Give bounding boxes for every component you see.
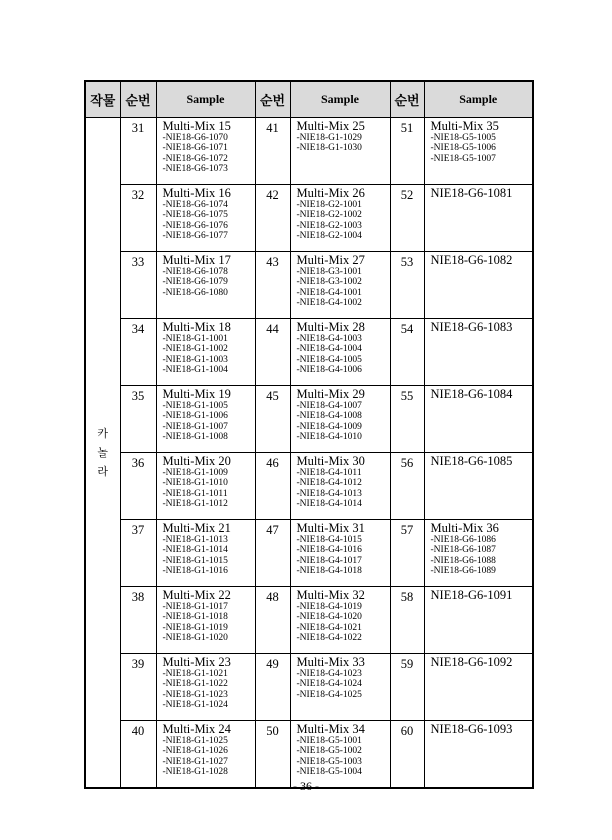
sample-title: Multi-Mix 33 — [296, 655, 365, 669]
sample-id: -NIE18-G6-1078 — [162, 267, 228, 277]
sample-title: Multi-Mix 27 — [296, 253, 365, 267]
sample-title: Multi-Mix 32 — [296, 588, 365, 602]
sample-title: NIE18-G6-1093 — [430, 722, 513, 736]
sample-cell — [156, 252, 255, 319]
sample-id: -NIE18-G6-1077 — [162, 230, 228, 241]
row-number: 32 — [120, 185, 156, 252]
sample-cell — [156, 118, 255, 185]
sample-title: NIE18-G6-1083 — [430, 320, 513, 334]
sample-id: -NIE18-G4-1018 — [296, 565, 362, 576]
sample-title: Multi-Mix 25 — [296, 119, 365, 133]
sample-title: Multi-Mix 26 — [296, 186, 365, 200]
sample-id: -NIE18-G1-1014 — [162, 545, 228, 556]
sample-cell — [424, 386, 533, 453]
sample-id: -NIE18-G1-1003 — [162, 354, 228, 365]
sample-id: -NIE18-G4-1008 — [296, 411, 362, 422]
sample-id: -NIE18-G4-1011 — [296, 468, 362, 478]
sample-cell — [290, 520, 390, 587]
sample-id: -NIE18-G6-1076 — [162, 220, 228, 231]
row-number: 51 — [390, 118, 424, 185]
sample-id: -NIE18-G1-1007 — [162, 421, 228, 432]
row-number: 46 — [255, 453, 290, 520]
sample-id: -NIE18-G5-1004 — [296, 766, 362, 777]
sample-id: -NIE18-G1-1001 — [162, 334, 228, 344]
row-number: 42 — [255, 185, 290, 252]
row-number: 41 — [255, 118, 290, 185]
sample-id: -NIE18-G4-1020 — [296, 612, 362, 623]
sample-id: -NIE18-G4-1019 — [296, 602, 362, 612]
row-number: 52 — [390, 185, 424, 252]
page-number: - 36 - — [293, 779, 319, 793]
sample-id: -NIE18-G1-1029 — [296, 133, 362, 143]
sample-title: Multi-Mix 18 — [162, 320, 231, 334]
sample-id: -NIE18-G1-1005 — [162, 401, 228, 411]
sample-cell — [156, 654, 255, 721]
sample-cell — [290, 453, 390, 520]
sample-title: Multi-Mix 19 — [162, 387, 231, 401]
sample-id: -NIE18-G1-1009 — [162, 468, 228, 478]
sample-cell — [290, 721, 390, 789]
sample-cell — [424, 654, 533, 721]
sample-id: -NIE18-G1-1027 — [162, 756, 228, 767]
row-number: 54 — [390, 319, 424, 386]
row-number: 60 — [390, 721, 424, 789]
sample-id: -NIE18-G6-1087 — [430, 545, 496, 556]
sample-id: -NIE18-G6-1086 — [430, 535, 496, 545]
row-number: 59 — [390, 654, 424, 721]
sample-title: NIE18-G6-1084 — [430, 387, 513, 401]
header-crop: 작물 — [85, 81, 120, 118]
sample-title: Multi-Mix 30 — [296, 454, 365, 468]
sample-id: -NIE18-G1-1012 — [162, 498, 228, 509]
sample-cell — [156, 520, 255, 587]
row-number: 38 — [120, 587, 156, 654]
sample-id: -NIE18-G5-1006 — [430, 143, 496, 154]
sample-cell — [424, 453, 533, 520]
sample-id: -NIE18-G4-1022 — [296, 632, 362, 643]
sample-id: -NIE18-G6-1088 — [430, 555, 496, 566]
sample-cell — [290, 185, 390, 252]
table-row — [85, 118, 533, 185]
sample-id: -NIE18-G1-1022 — [162, 679, 228, 690]
sample-id: -NIE18-G1-1016 — [162, 565, 228, 576]
sample-cell — [424, 587, 533, 654]
row-number: 56 — [390, 453, 424, 520]
row-number: 44 — [255, 319, 290, 386]
sample-id: -NIE18-G1-1019 — [162, 622, 228, 633]
sample-cell — [424, 118, 533, 185]
sample-cell — [290, 386, 390, 453]
sample-id: -NIE18-G4-1001 — [296, 287, 362, 298]
sample-table — [84, 80, 534, 789]
sample-id: -NIE18-G1-1017 — [162, 602, 228, 612]
crop-cell — [85, 118, 120, 789]
header-sample: Sample — [156, 81, 255, 118]
sample-id: -NIE18-G6-1075 — [162, 210, 228, 221]
sample-title: NIE18-G6-1085 — [430, 454, 513, 468]
sample-cell — [290, 587, 390, 654]
sample-cell — [424, 319, 533, 386]
sample-id: -NIE18-G1-1028 — [162, 766, 228, 777]
sample-id: -NIE18-G2-1002 — [296, 210, 362, 221]
sample-cell — [156, 453, 255, 520]
sample-title: NIE18-G6-1091 — [430, 588, 513, 602]
header-sample: Sample — [290, 81, 390, 118]
row-number: 34 — [120, 319, 156, 386]
sample-title: NIE18-G6-1081 — [430, 186, 513, 200]
sample-id: -NIE18-G2-1003 — [296, 220, 362, 231]
sample-id: -NIE18-G4-1016 — [296, 545, 362, 556]
sample-cell — [290, 118, 390, 185]
sample-id: -NIE18-G1-1002 — [162, 344, 228, 355]
sample-id: -NIE18-G6-1072 — [162, 153, 228, 164]
sample-title: Multi-Mix 36 — [430, 521, 499, 535]
table-row — [85, 386, 533, 453]
sample-id: -NIE18-G1-1011 — [162, 488, 228, 499]
sample-cell — [156, 185, 255, 252]
sample-id: -NIE18-G1-1015 — [162, 555, 228, 566]
sample-cell — [156, 721, 255, 789]
sample-title: Multi-Mix 23 — [162, 655, 231, 669]
sample-id: -NIE18-G4-1013 — [296, 488, 362, 499]
sample-id: -NIE18-G4-1010 — [296, 431, 362, 442]
row-number: 39 — [120, 654, 156, 721]
sample-title: Multi-Mix 22 — [162, 588, 231, 602]
sample-id: -NIE18-G5-1001 — [296, 736, 362, 746]
sample-title: Multi-Mix 15 — [162, 119, 231, 133]
sample-id: -NIE18-G1-1025 — [162, 736, 228, 746]
sample-id: -NIE18-G4-1003 — [296, 334, 362, 344]
crop-char: 놀 — [97, 446, 109, 459]
sample-id: -NIE18-G6-1089 — [430, 565, 496, 576]
row-number: 49 — [255, 654, 290, 721]
sample-title: Multi-Mix 34 — [296, 722, 365, 736]
sample-title: Multi-Mix 16 — [162, 186, 231, 200]
table-row — [85, 453, 533, 520]
sample-cell — [424, 721, 533, 789]
row-number: 48 — [255, 587, 290, 654]
sample-id: -NIE18-G1-1008 — [162, 431, 228, 442]
table-row — [85, 721, 533, 789]
sample-id: -NIE18-G6-1073 — [162, 163, 228, 174]
row-number: 36 — [120, 453, 156, 520]
sample-id: -NIE18-G4-1009 — [296, 421, 362, 432]
sample-id: -NIE18-G4-1002 — [296, 297, 362, 308]
sample-title: Multi-Mix 35 — [430, 119, 499, 133]
sample-id: -NIE18-G3-1001 — [296, 267, 362, 277]
sample-id: -NIE18-G6-1071 — [162, 143, 228, 154]
row-number: 31 — [120, 118, 156, 185]
sample-id: -NIE18-G4-1006 — [296, 364, 362, 375]
sample-cell — [424, 185, 533, 252]
sample-id: -NIE18-G1-1030 — [296, 143, 362, 154]
sample-id: -NIE18-G5-1002 — [296, 746, 362, 757]
sample-title: Multi-Mix 31 — [296, 521, 365, 535]
sample-cell — [290, 319, 390, 386]
crop-char: 카 — [97, 427, 109, 440]
sample-title: Multi-Mix 28 — [296, 320, 365, 334]
sample-id: -NIE18-G4-1017 — [296, 555, 362, 566]
sample-id: -NIE18-G6-1070 — [162, 133, 228, 143]
sample-id: -NIE18-G4-1015 — [296, 535, 362, 545]
table-row — [85, 319, 533, 386]
table-row — [85, 654, 533, 721]
row-number: 47 — [255, 520, 290, 587]
row-number: 58 — [390, 587, 424, 654]
sample-cell — [424, 520, 533, 587]
sample-id: -NIE18-G5-1007 — [430, 153, 496, 164]
sample-id: -NIE18-G2-1001 — [296, 200, 362, 210]
row-number: 40 — [120, 721, 156, 789]
row-number: 45 — [255, 386, 290, 453]
row-number: 50 — [255, 721, 290, 789]
sample-id: -NIE18-G2-1004 — [296, 230, 362, 241]
sample-title: NIE18-G6-1092 — [430, 655, 513, 669]
row-number: 43 — [255, 252, 290, 319]
sample-id: -NIE18-G1-1010 — [162, 478, 228, 489]
sample-id: -NIE18-G4-1024 — [296, 679, 362, 690]
sample-id: -NIE18-G1-1013 — [162, 535, 228, 545]
table-header-row — [85, 81, 533, 118]
table-row — [85, 252, 533, 319]
sample-id: -NIE18-G1-1023 — [162, 689, 228, 700]
header-num: 순번 — [255, 81, 290, 118]
sample-id: -NIE18-G6-1080 — [162, 287, 228, 298]
sample-id: -NIE18-G4-1025 — [296, 689, 362, 700]
sample-title: Multi-Mix 29 — [296, 387, 365, 401]
table-row — [85, 185, 533, 252]
sample-cell — [290, 654, 390, 721]
sample-id: -NIE18-G4-1004 — [296, 344, 362, 355]
row-number: 33 — [120, 252, 156, 319]
sample-id: -NIE18-G1-1021 — [162, 669, 228, 679]
row-number: 53 — [390, 252, 424, 319]
sample-id: -NIE18-G4-1007 — [296, 401, 362, 411]
sample-id: -NIE18-G5-1003 — [296, 756, 362, 767]
table-row — [85, 520, 533, 587]
sample-id: -NIE18-G3-1002 — [296, 277, 362, 288]
sample-id: -NIE18-G4-1005 — [296, 354, 362, 365]
sample-id: -NIE18-G4-1023 — [296, 669, 362, 679]
sample-cell — [290, 252, 390, 319]
sample-title: Multi-Mix 20 — [162, 454, 231, 468]
header-num: 순번 — [120, 81, 156, 118]
crop-char: 라 — [97, 465, 109, 478]
header-sample: Sample — [424, 81, 533, 118]
sample-title: Multi-Mix 17 — [162, 253, 231, 267]
sample-cell — [424, 252, 533, 319]
row-number: 37 — [120, 520, 156, 587]
sample-title: NIE18-G6-1082 — [430, 253, 513, 267]
sample-cell — [156, 319, 255, 386]
sample-cell — [156, 587, 255, 654]
sample-title: Multi-Mix 24 — [162, 722, 231, 736]
row-number: 35 — [120, 386, 156, 453]
sample-id: -NIE18-G5-1005 — [430, 133, 496, 143]
row-number: 55 — [390, 386, 424, 453]
sample-id: -NIE18-G1-1024 — [162, 699, 228, 710]
table-row — [85, 587, 533, 654]
sample-id: -NIE18-G1-1026 — [162, 746, 228, 757]
sample-id: -NIE18-G1-1006 — [162, 411, 228, 422]
row-number: 57 — [390, 520, 424, 587]
sample-id: -NIE18-G1-1020 — [162, 632, 228, 643]
sample-cell — [156, 386, 255, 453]
sample-id: -NIE18-G4-1012 — [296, 478, 362, 489]
sample-id: -NIE18-G6-1074 — [162, 200, 228, 210]
sample-title: Multi-Mix 21 — [162, 521, 231, 535]
sample-id: -NIE18-G1-1018 — [162, 612, 228, 623]
sample-id: -NIE18-G4-1021 — [296, 622, 362, 633]
sample-id: -NIE18-G1-1004 — [162, 364, 228, 375]
sample-id: -NIE18-G6-1079 — [162, 277, 228, 288]
header-num: 순번 — [390, 81, 424, 118]
sample-id: -NIE18-G4-1014 — [296, 498, 362, 509]
